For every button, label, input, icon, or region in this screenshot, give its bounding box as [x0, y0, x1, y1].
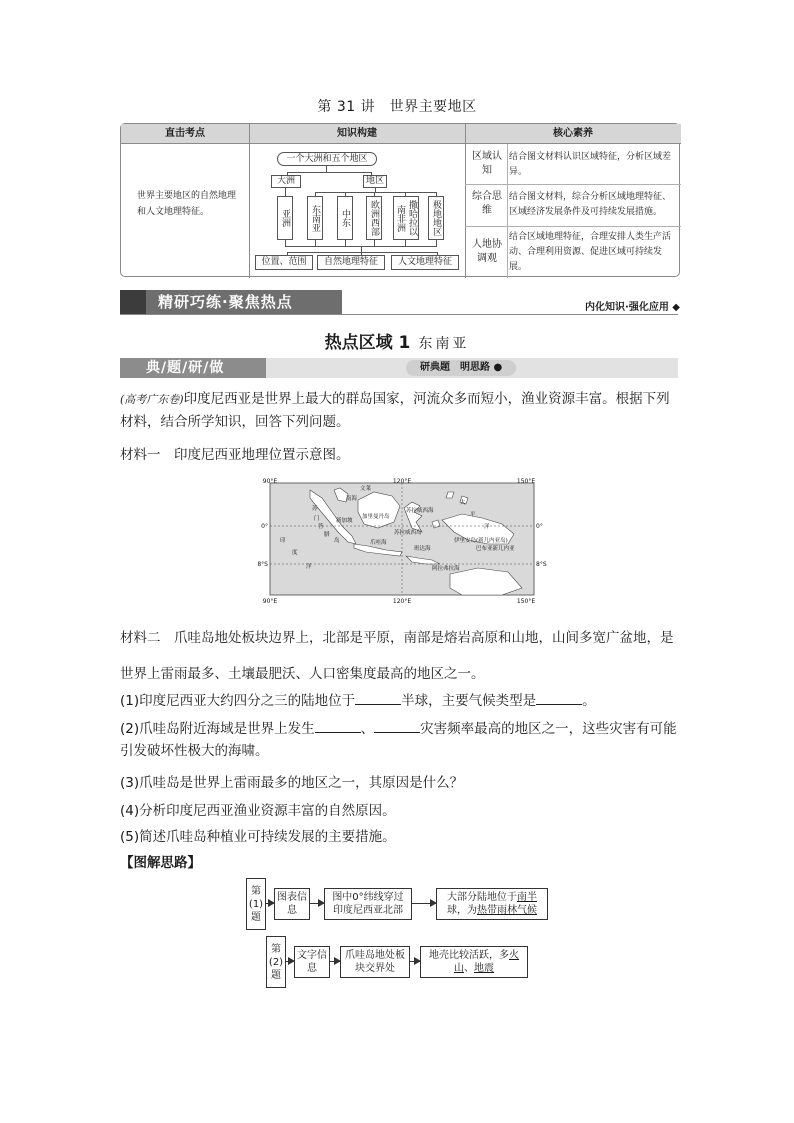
header-literacy: 核心素养	[553, 128, 593, 139]
map-lon-120-bottom: 120°E	[392, 598, 412, 605]
summary-table-header	[121, 124, 681, 144]
literacy-text-2: 结合图文材料，综合分析区域地理特征、区域经济发展条件及可持续发展措施。	[509, 192, 672, 217]
knowledge-western-europe: 欧洲西部	[366, 196, 382, 240]
map-label-sumatra-3: 答	[318, 524, 324, 530]
map-label-papua-new-guinea: 巴布亚新几内亚	[476, 546, 515, 552]
map-lon-90-top: 90°E	[262, 478, 278, 485]
map-label-pacific-3: 洋	[484, 524, 490, 530]
flow2-step2: 爪哇岛地处板块交界处	[340, 946, 410, 978]
map-label-south-china-sea: 南海	[346, 496, 358, 502]
flow1-step1: 图表信息	[274, 888, 310, 920]
diagram-heading: 【图解思路】	[120, 855, 201, 871]
header-knowledge: 知识构建	[337, 128, 377, 139]
literacy-label-1: 区域认知	[472, 151, 502, 176]
blank-3[interactable]	[315, 719, 361, 733]
map-lon-150-top: 150°E	[516, 478, 536, 485]
question-4: (4)分析印度尼西亚渔业资源丰富的自然原因。	[120, 803, 396, 819]
map-lat-0-right: 0°	[536, 523, 543, 530]
map-label-sumatra-4: 腊	[324, 532, 330, 538]
question-source: (高考广东卷)	[120, 393, 184, 406]
map-label-indian-1: 印	[280, 538, 286, 544]
blank-4[interactable]	[374, 719, 420, 733]
knowledge-southeast-asia: 东南亚	[307, 196, 323, 240]
header-exam-point: 直击考点	[165, 128, 205, 139]
section-title	[0, 328, 794, 353]
exam-point-text: 世界主要地区的自然地理和人文地理特征。	[137, 191, 237, 217]
literacy-text-1: 结合图文材料认识区域特征，分析区域差异。	[509, 152, 672, 177]
map-label-arafura-sea: 阿拉弗拉海	[432, 566, 460, 572]
flow1-step2: 图中0°纬线穿过印度尼西亚北部	[324, 888, 412, 920]
sub-banner-main: 典/题/研/做	[120, 358, 266, 378]
map-label-sumatra-5: 岛	[334, 538, 340, 544]
map-label-celebes-sea: 苏拉威西海	[406, 508, 434, 514]
map-lon-90-bottom: 90°E	[262, 598, 278, 605]
blank-2[interactable]	[536, 691, 582, 705]
map-lat-0-left: 0°	[261, 523, 268, 530]
map-label-indian-2: 度	[292, 550, 298, 556]
map-lat-8s-left: 8°S	[257, 561, 268, 568]
section-title-sub: 东南亚	[418, 336, 470, 352]
map-label-brunei: 文莱	[360, 486, 372, 492]
question-5: (5)简述爪哇岛种植业可持续发展的主要措施。	[120, 829, 396, 845]
section-banner-text: 精研巧练·聚焦热点	[158, 293, 293, 311]
knowledge-location: 位置、范围	[255, 255, 313, 270]
map-label-new-guinea: 伊里安岛(新几内亚岛)	[454, 538, 508, 544]
knowledge-sub-saharan-africa: 撒哈拉以南非洲	[393, 196, 419, 240]
question-3: (3)爪哇岛是世界上雷雨最多的地区之一，其原因是什么？	[120, 775, 464, 791]
question-2: (2)爪哇岛附近海域是世界上发生 、 灾害频率最高的地区之一，这些灾害有可能引发破坏性极大的海啸。	[120, 721, 677, 759]
map-label-pacific-1: 太	[460, 500, 466, 506]
question-1: (1)印度尼西亚大约四分之三的陆地位于 半球，主要气候类型是 。	[120, 693, 596, 709]
literacy-label-3: 人地协调观	[472, 239, 502, 264]
map-label-kalimantan: 加里曼丹岛	[362, 514, 390, 520]
sub-banner-tag: 研典题 明思路 ●	[406, 360, 516, 376]
material-1: 材料一 印度尼西亚地理位置示意图。	[120, 447, 350, 463]
map-label-java-sea: 爪哇海	[370, 540, 387, 546]
knowledge-physical: 自然地理特征	[317, 255, 385, 270]
map-label-sumatra-2: 门	[314, 516, 320, 522]
knowledge-human: 人文地理特征	[391, 255, 459, 270]
section-banner	[120, 290, 342, 314]
page-title: 第 31 讲 世界主要地区	[317, 99, 477, 115]
section-title-main: 热点区域 1	[324, 333, 411, 353]
blank-1[interactable]	[355, 691, 401, 705]
map-lat-8s-right: 8°S	[536, 561, 547, 568]
map-label-sulawesi: 苏拉威西岛	[394, 530, 422, 536]
map-label-indian-3: 洋	[306, 564, 312, 570]
flow2-step1: 文字信息	[294, 946, 330, 978]
section-banner-right: 内化知识·强化应用 ◆	[585, 302, 680, 313]
map-label-singapore: 新加坡	[336, 518, 353, 524]
summary-table	[120, 123, 680, 277]
knowledge-top: 一个大洲和五个地区	[277, 152, 377, 166]
flow2-label: 第(2)题	[266, 936, 286, 988]
literacy-label-2: 综合思维	[472, 191, 502, 216]
question-intro: (高考广东卷)印度尼西亚是世界上最大的群岛国家，河流众多而短小，渔业资源丰富。根据下列材料，结合所学知识，回答下列问题。	[120, 391, 670, 430]
knowledge-middle-east: 中东	[337, 196, 353, 240]
map-label-pacific-2: 平	[470, 512, 476, 518]
map-lon-150-bottom: 150°E	[516, 598, 536, 605]
indonesia-map	[257, 478, 547, 605]
knowledge-continent: 大洲	[271, 175, 301, 188]
knowledge-asia: 亚洲	[277, 196, 293, 240]
sub-banner	[120, 358, 678, 378]
flow2-step3: 地壳比较活跃，多火山、地震	[420, 946, 528, 978]
flow1-step3: 大部分陆地位于南半球，为热带雨林气候	[436, 888, 548, 920]
literacy-text-3: 结合区域地理特征，合理安排人类生产活动、合理利用资源、促进区域可持续发展。	[509, 232, 672, 272]
map-lon-120-top: 120°E	[392, 478, 412, 485]
map-label-banda-sea: 班达海	[414, 546, 431, 552]
knowledge-region: 地区	[363, 175, 387, 188]
knowledge-polar: 极地地区	[428, 196, 444, 240]
flow1-label: 第(1)题	[246, 878, 266, 930]
map-label-sumatra-1: 苏	[312, 506, 318, 512]
material-2: 材料二 爪哇岛地处板块边界上，北部是平原，南部是熔岩高原和山地，山间多宽广盆地，是世界上雷雨最多、土壤最肥沃、人口密集度最高的地区之一。	[120, 630, 674, 682]
